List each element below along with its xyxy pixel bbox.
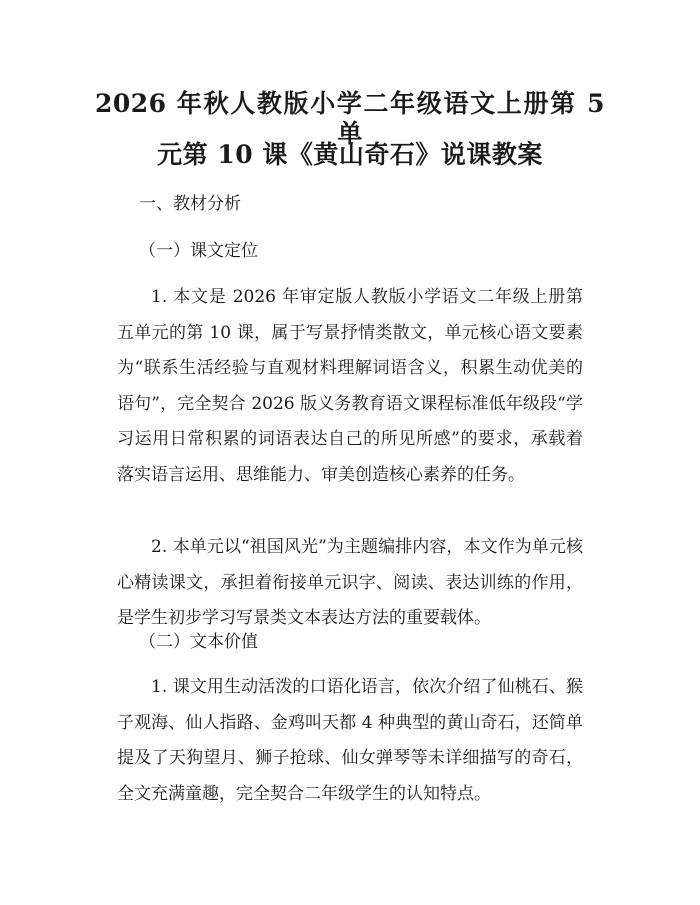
paragraph-positioning-1: 1. 本文是 2026 年审定版人教版小学语文二年级上册第五单元的第 10 课，属于写景抒情类散文，单元核心语文要素为“联系生活经验与直观材料理解词语含义，积累生动优美的语句”，完全契合 2026 版义务教育语文课程标准低年级段“学习运用日常积累的词语表达自己的所见所感”的要求，承载着落实语言运用、思维能力、审美创造核心素养的任务。 — [117, 287, 583, 485]
subsection-heading-text-value: （二）文本价值 — [139, 632, 258, 652]
document-title-line-1: 2026 年秋人教版小学二年级语文上册第 5 单 — [95, 89, 605, 148]
section-heading-textbook-analysis: 一、教材分析 — [139, 194, 241, 214]
paragraph-positioning-2: 2. 本单元以“祖国风光”为主题编排内容，本文作为单元核心精读课文，承担着衔接单元识字、阅读、表达训练的作用，是学生初步学习写景类文本表达方法的重要载体。 — [117, 537, 583, 629]
paragraph-text-value-1: 1. 课文用生动活泼的口语化语言，依次介绍了仙桃石、猴子观海、仙人指路、金鸡叫天都 4 种典型的黄山奇石，还简单提及了天狗望月、狮子抢球、仙女弹琴等未详细描写的奇石，全文充满童趣，完全契合二年级学生的认知特点。 — [117, 677, 583, 804]
subsection-heading-lesson-positioning: （一）课文定位 — [139, 241, 258, 261]
document-title-line-2: 元第 10 课《黄山奇石》说课教案 — [157, 140, 543, 169]
